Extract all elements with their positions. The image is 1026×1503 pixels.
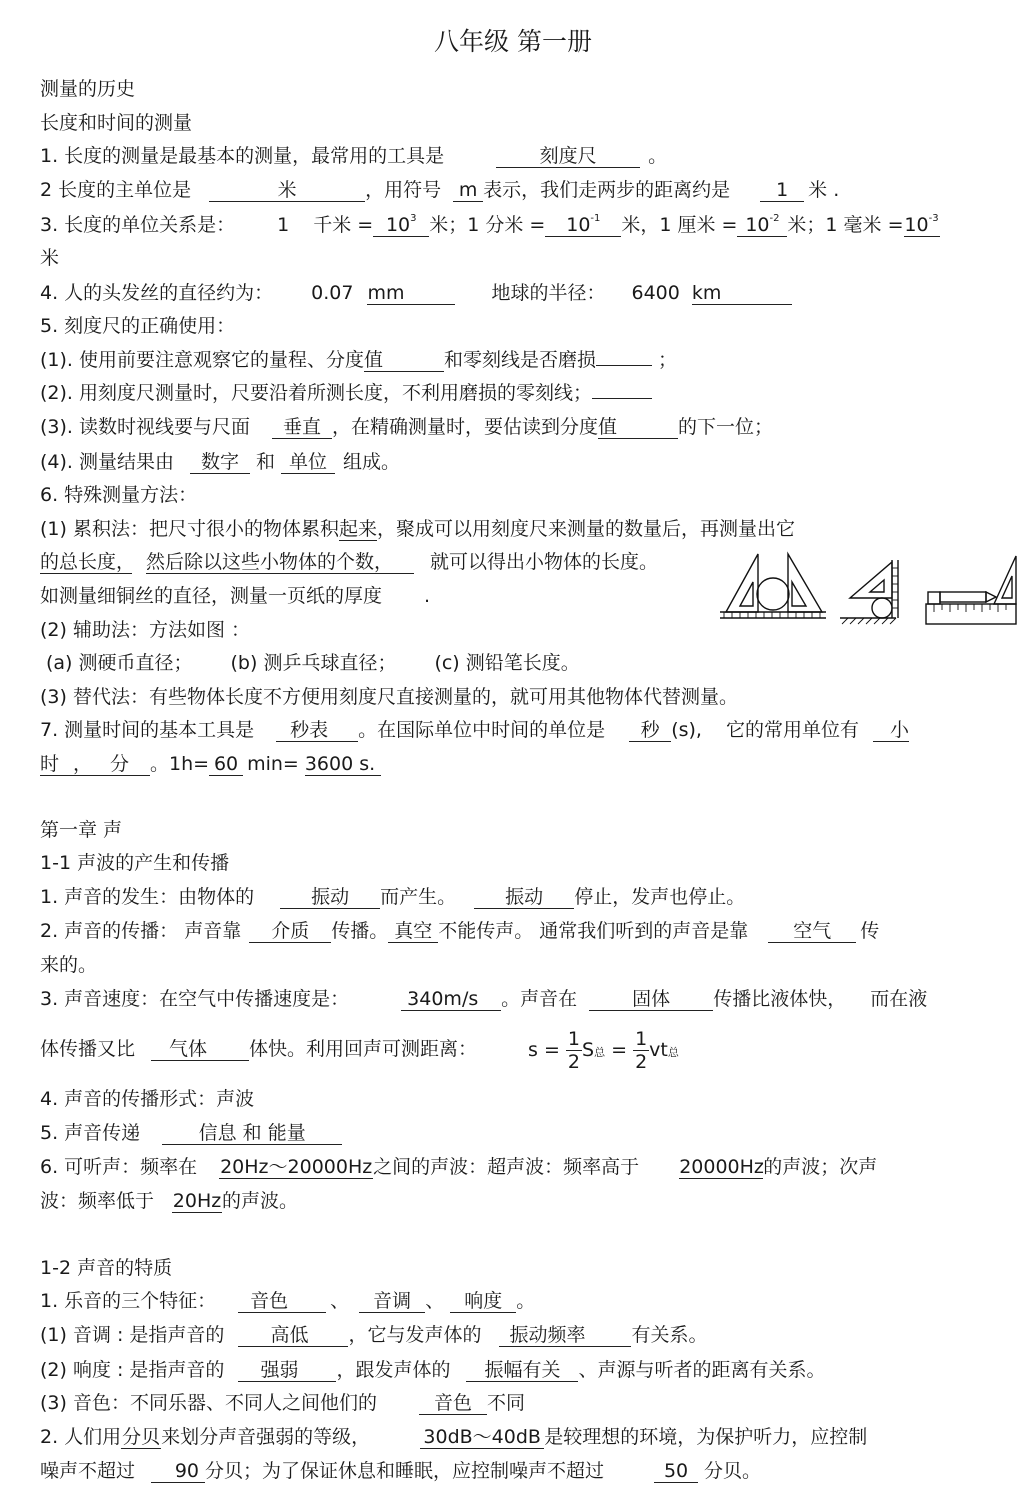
answer-blank: 起来 [338, 518, 377, 540]
text-line: 1. 乐音的三个特征： 音色 、 音调 、 响度 。 [40, 1290, 536, 1312]
answer-blank: 小 [873, 719, 909, 742]
echo-formula: s = $\frac{1}{2}$ S总 = $\frac{1}{2}$ vt总 [528, 1028, 679, 1073]
answer-blank: 信息 和 能量 [162, 1122, 342, 1145]
text-line: 6. 特殊测量方法： [40, 484, 198, 506]
answer-blank: 强弱 [238, 1359, 336, 1382]
text-line: 的总长度， 然后除以这些小物体的个数， 就可以得出小物体的长度。 [40, 551, 659, 573]
text-line: 波：频率低于 20Hz的声波。 [40, 1190, 299, 1212]
answer-blank: 高低 [238, 1324, 348, 1347]
answer-blank: 响度 [450, 1290, 516, 1313]
auxiliary-method-diagrams [718, 548, 1018, 632]
answer-blank: $10^3$ [373, 214, 429, 237]
answer-blank: 振幅有关 [466, 1359, 578, 1382]
answer-blank: $10^{-1}$ [545, 214, 621, 237]
answer-blank: 90 [151, 1460, 205, 1483]
answer-blank: 音色 [419, 1392, 487, 1415]
answer-blank: 振动 [280, 886, 380, 909]
text-line: 3. 长度的单位关系是： 1 千米 = $10^3$ 米；1 分米 = $10^{-1}$ 米，1 厘米 = $10^{-2}$ 米；1 毫米 $=10^{-3}$ [40, 213, 939, 236]
answer-blank: 20000Hz [679, 1156, 764, 1178]
answer-blank: m [453, 179, 483, 202]
text-line: 噪声不超过 90 分贝；为了保证休息和睡眠，应控制噪声不超过 50 分贝。 [40, 1460, 762, 1482]
text-line: 米 [40, 247, 60, 269]
section-heading: 1-1 声波的产生和传播 [40, 852, 230, 874]
text-line: 4. 人的头发丝的直径约为： 0.07 mm 地球的半径： 6400 km [40, 280, 792, 306]
answer-blank: 刻度尺 [496, 145, 640, 168]
answer-blank: 分贝 [122, 1426, 161, 1448]
text-line: (1). 使用前要注意观察它的量程、分度值 和零刻线是否磨损 ； [40, 349, 678, 371]
text-line: 1. 声音的发生：由物体的 振动 而产生。 振动 停止，发声也停止。 [40, 886, 746, 908]
text-line: 来的。 [40, 954, 98, 976]
answer-blank: 单位 [281, 451, 335, 474]
text-line: (4). 测量结果由 数字 和 单位 组成。 [40, 451, 401, 473]
answer-blank: 3600 s. [305, 753, 381, 776]
answer-blank: 振动频率 [499, 1324, 631, 1347]
text-line: 5. 声音传递 信息 和 能量 [40, 1120, 342, 1146]
text-line: (a) 测硬币直径； (b) 测乒乓球直径； (c) 测铅笔长度。 [46, 652, 580, 674]
text-line: (2) 辅助法：方法如图 ： [40, 619, 250, 641]
text-line: 2 长度的主单位是 米 ，用符号 m 表示，我们走两步的距离约是 1 米 . [40, 179, 840, 201]
section-heading: 1-2 声音的特质 [40, 1257, 173, 1279]
answer-blank: 的总长度， [40, 551, 136, 573]
pencil-length-diagram [926, 556, 1016, 624]
answer-blank: 秒 [629, 719, 671, 742]
fraction: $\frac{1}{2}$ [635, 1028, 648, 1073]
answer-blank: 空气 [768, 920, 856, 943]
answer-blank: 50 [654, 1460, 698, 1483]
answer-blank: 时 ， 分 [40, 753, 150, 776]
answer-blank [592, 398, 652, 399]
answer-blank: 米 [209, 179, 365, 202]
answer-blank: 固体 [589, 988, 713, 1011]
text-line: 3. 声音速度：在空气中传播速度是： 340m/s 。声音在 固体 传播比液体快， 而在液 [40, 988, 928, 1010]
answer-blank: 1 [760, 179, 804, 202]
answer-blank: $10^{-2}$ [737, 214, 787, 237]
text-line: (1) 累积法：把尺寸很小的物体累积起来，聚成可以用刻度尺来测量的数量后，再测量出它 [40, 518, 795, 540]
page-title: 八年级 第一册 [434, 27, 592, 56]
text-line: 7. 测量时间的基本工具是 秒表 。在国际单位中时间的单位是 秒 (s), 它的常用单位有 小 [40, 719, 909, 741]
fraction: $\frac{1}{2}$ [567, 1028, 580, 1073]
text-line: (1) 音调 : 是指声音的 高低 ，它与发声体的 振动频率 有关系。 [40, 1324, 708, 1346]
answer-blank: 真空 [388, 920, 438, 943]
answer-blank: 音色 [238, 1290, 326, 1313]
text-line: 2. 人们用分贝来划分声音强弱的等级， 30dB～40dB 是较理想的环境，为保护听力，应控制 [40, 1426, 868, 1448]
text-line: (3) 音色：不同乐器、不同人之间他们的 音色 不同 [40, 1392, 525, 1414]
chapter-heading: 第一章 声 [40, 819, 123, 841]
text-line: 4. 声音的传播形式：声波 [40, 1088, 255, 1110]
text-line: (2) 响度 : 是指声音的 强弱 ，跟发声体的 振幅有关 、声源与听者的距离有关系。 [40, 1359, 826, 1381]
answer-blank: 音调 [359, 1290, 425, 1313]
coin-diameter-diagram [720, 554, 826, 618]
text-line: (3). 读数时视线要与尺面 垂直 ，在精确测量时，要估读到分度值 的下一位； [40, 416, 774, 438]
answer-blank: mm [367, 282, 455, 305]
answer-blank: 振动 [474, 886, 574, 909]
answer-blank: 值 [364, 349, 444, 372]
answer-blank: 介质 [249, 920, 331, 943]
text-line: 5. 刻度尺的正确使用： [40, 315, 236, 337]
answer-blank: 20Hz～20000Hz [220, 1156, 373, 1178]
section-heading: 测量的历史 [40, 78, 136, 100]
ball-diameter-diagram [840, 560, 898, 624]
answer-blank: 垂直 [272, 416, 332, 439]
section-heading: 长度和时间的测量 [40, 112, 193, 134]
text-line: (2). 用刻度尺测量时，尺要沿着所测长度，不利用磨损的零刻线； [40, 380, 652, 406]
answer-blank: 340m/s [401, 988, 501, 1011]
answer-blank: 30dB～40dB [420, 1426, 544, 1449]
answer-blank: $10^{-3}$ [904, 213, 939, 236]
text-line: (3) 替代法：有些物体长度不方便用刻度尺直接测量的，就可用其他物体代替测量。 [40, 686, 738, 708]
answer-blank: km [692, 282, 792, 305]
text-line: 时 ， 分 。1h= 60 min= 3600 s. [40, 751, 381, 777]
answer-blank: 20Hz [172, 1190, 222, 1212]
answer-blank: 秒表 [276, 719, 358, 742]
answer-blank [596, 365, 652, 366]
text-line: 1. 长度的测量是最基本的测量，最常用的工具是 刻度尺 。 [40, 145, 668, 167]
text-line: 2. 声音的传播： 声音靠 介质 传播。 真空 不能传声。 通常我们听到的声音是靠 空气 传 [40, 920, 880, 942]
answer-blank: 气体 [151, 1038, 249, 1061]
answer-blank: 然后除以这些小物体的个数， [146, 551, 414, 574]
answer-blank: 60 [209, 753, 243, 776]
text-line: 6. 可听声：频率在 20Hz～20000Hz之间的声波：超声波：频率高于 20000Hz的声波；次声 [40, 1156, 878, 1178]
answer-blank: 数字 [190, 451, 250, 474]
answer-blank: 值 [598, 416, 678, 439]
text-line: 如测量细铜丝的直径，测量一页纸的厚度 . [40, 585, 431, 607]
text-line: 体传播又比 气体 体快。利用回声可测距离： [40, 1038, 478, 1060]
